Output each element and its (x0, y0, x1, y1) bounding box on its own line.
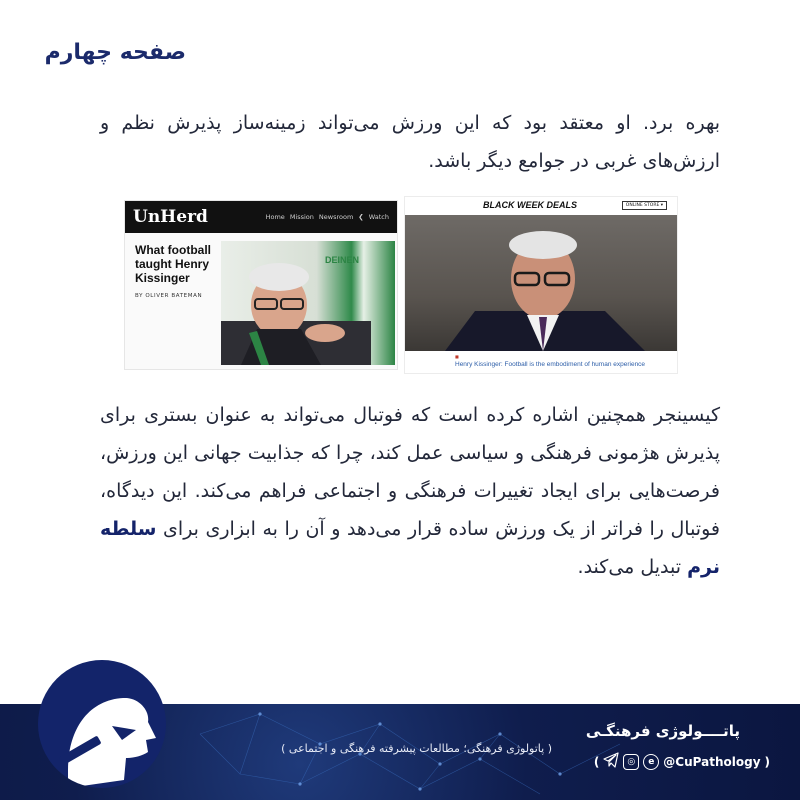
pathology-logo (38, 660, 166, 788)
unherd-nav-item: ❮ (358, 213, 364, 221)
unherd-nav (266, 213, 389, 221)
banner-text: DEINEN (325, 255, 360, 265)
online-store-button: ONLINE STORE ▾ (622, 201, 667, 210)
footer-subtitle: ( پاتولوژی فرهنگی؛ مطالعات پیشرفته فرهنگی و اجتماعی ) (281, 742, 552, 755)
page-title: صفحه چهارم (44, 40, 186, 65)
black-week-caption: Henry Kissinger: Football is the embodiment of human experience (455, 361, 646, 368)
black-week-header (405, 197, 677, 215)
unherd-header-bar (125, 201, 397, 233)
unherd-nav-item: Home (265, 213, 285, 221)
unherd-logo: UnHerd (133, 207, 208, 227)
paragraph-main-text: کیسینجر همچنین اشاره کرده است که فوتبال می‌تواند به عنوان بستری برای پذیرش هژمونی فرهنگی و سیاسی عمل کند، چرا که جذابیت جهانی این ورزش، فرصت‌هایی برای ایجاد تغییرات فرهنگی و اجتماعی فراهم می‌کند. این دیدگاه، فوتبال را فراتر از یک ورزش ساده قرار می‌دهد و آن را به ابزاری برای (100, 404, 720, 540)
paragraph-main (100, 396, 720, 586)
instagram-icon: ◎ (623, 754, 639, 770)
kissinger-photo-left (221, 241, 395, 365)
close-paren: ) (764, 754, 770, 769)
unherd-headline: What football taught Henry Kissinger (135, 243, 211, 285)
telegram-icon (603, 752, 619, 771)
kissinger-photo-right (405, 215, 678, 351)
unherd-nav-item: Mission (289, 213, 314, 221)
unherd-article-image (124, 200, 398, 370)
social-handle[interactable]: @CuPathology (663, 754, 761, 769)
footer-brand: پاتــــولوژی فرهنگـی (585, 722, 740, 740)
highlight-soft-power: سلطه نرم (100, 518, 720, 578)
black-week-article-image (404, 196, 678, 374)
eitaa-icon: e (643, 754, 659, 770)
black-week-title: BLACK WEEK DEALS (483, 200, 577, 210)
paragraph-main-end: تبدیل می‌کند. (577, 556, 682, 578)
footer-social (594, 752, 770, 771)
unherd-nav-item: Newsroom (318, 213, 354, 221)
unherd-nav-item: Watch (368, 213, 389, 221)
paragraph-intro: بهره برد. او معتقد بود که این ورزش می‌تواند زمینه‌ساز پذیرش نظم و ارزش‌های غربی در جوامع دیگر باشد. (100, 112, 720, 172)
article-tag: ■ (455, 354, 459, 359)
unherd-byline: BY OLIVER BATEMAN (135, 293, 203, 299)
open-paren: ( (593, 754, 600, 769)
